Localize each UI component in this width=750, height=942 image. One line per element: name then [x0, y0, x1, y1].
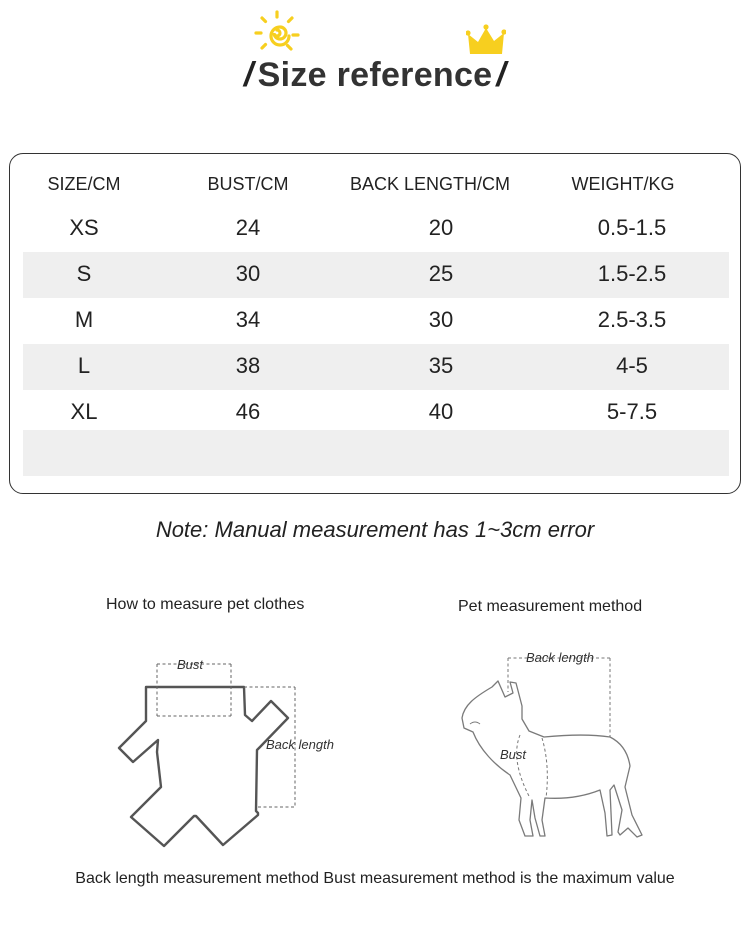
- weight-cell: 0.5-1.5: [597, 215, 667, 240]
- footer-text: Back length measurement method Bust measurement method is the maximum value: [75, 870, 675, 887]
- title-area: [0, 0, 750, 120]
- bust-cell: 34: [235, 307, 261, 332]
- title-slash-left: /: [243, 56, 254, 94]
- title-text: Size reference: [257, 56, 493, 94]
- size-cell: XS: [69, 215, 99, 240]
- size-cell: XL: [70, 399, 98, 424]
- size-cell: M: [74, 307, 94, 332]
- back-length-cell: 35: [428, 353, 454, 378]
- weight-cell: 1.5-2.5: [597, 261, 667, 286]
- title-slash-right: /: [496, 56, 507, 94]
- size-table: [9, 153, 741, 494]
- back-length-label-right: Back length: [526, 650, 594, 665]
- table-row: [23, 252, 729, 298]
- bust-cell: 24: [235, 215, 261, 240]
- column-header-back-length: BACK LENGTH/CM: [349, 174, 511, 194]
- table-row: [23, 206, 729, 252]
- weight-cell: 5-7.5: [606, 399, 658, 424]
- back-length-cell: 40: [428, 399, 454, 424]
- bust-cell: 46: [235, 399, 261, 424]
- crown-icon: [466, 24, 506, 60]
- bust-cell: 38: [235, 353, 261, 378]
- back-length-label-left: Back length: [266, 737, 334, 752]
- table-row: [23, 344, 729, 390]
- page-title: [0, 56, 750, 95]
- left-diagram-caption: How to measure pet clothes: [106, 596, 305, 613]
- pet-clothes-diagram: [100, 650, 360, 860]
- size-cell: L: [77, 353, 91, 378]
- column-header-size: SIZE/CM: [47, 174, 121, 194]
- weight-cell: 4-5: [616, 353, 648, 378]
- sun-icon: [254, 10, 300, 56]
- back-length-cell: 25: [428, 261, 454, 286]
- column-header-weight: WEIGHT/KG: [571, 174, 675, 194]
- back-length-cell: 30: [428, 307, 454, 332]
- back-length-cell: 20: [428, 215, 454, 240]
- right-diagram-caption: Pet measurement method: [458, 598, 643, 615]
- size-cell: S: [76, 261, 92, 286]
- bust-label-right: Bust: [500, 747, 527, 762]
- bust-label-left: Bust: [177, 657, 204, 672]
- dog-measurement-diagram: [450, 640, 670, 855]
- table-row-empty: [23, 430, 729, 476]
- column-header-bust: BUST/CM: [207, 174, 289, 194]
- measurement-note: Note: Manual measurement has 1~3cm error: [155, 517, 595, 542]
- table-header-row: [10, 174, 740, 204]
- table-row: [23, 298, 729, 344]
- weight-cell: 2.5-3.5: [597, 307, 667, 332]
- bust-cell: 30: [235, 261, 261, 286]
